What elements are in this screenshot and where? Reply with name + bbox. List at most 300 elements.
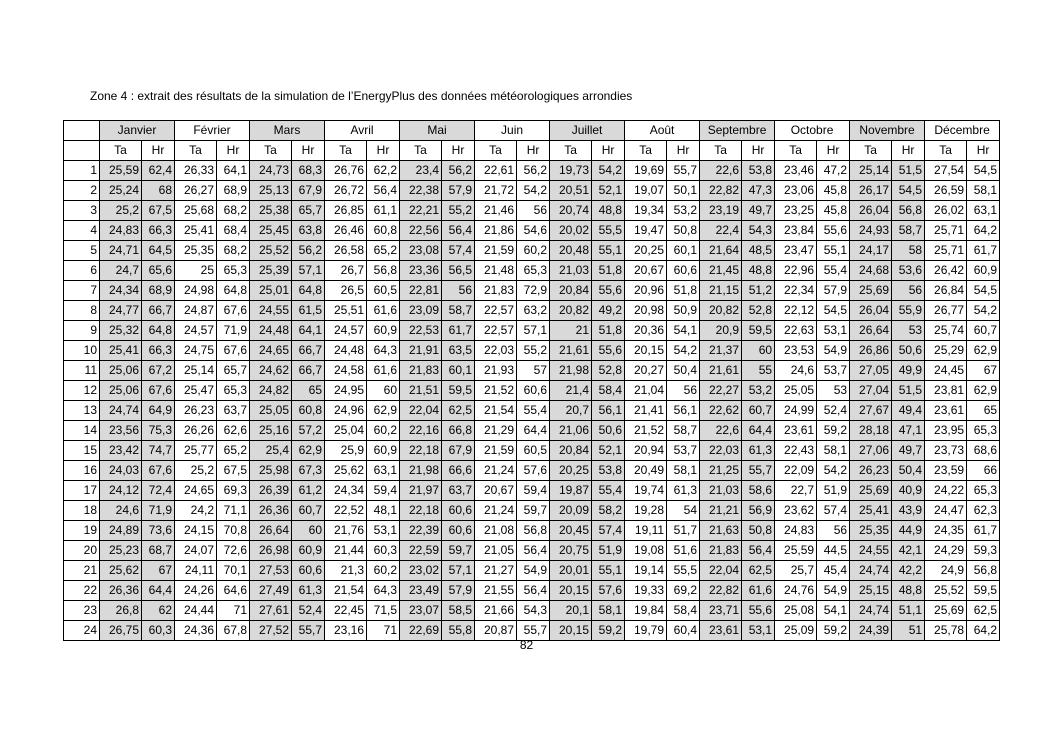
hr-cell: 42,1	[892, 541, 925, 561]
ta-cell: 21,51	[400, 381, 442, 401]
hr-cell: 64,4	[142, 581, 175, 601]
hr-cell: 62,4	[142, 161, 175, 181]
ta-cell: 23,61	[925, 401, 967, 421]
hr-cell: 48,8	[742, 261, 775, 281]
hr-cell: 58,7	[892, 221, 925, 241]
hr-cell: 57,1	[442, 561, 475, 581]
ta-cell: 24,9	[925, 561, 967, 581]
hr-cell: 64,5	[142, 241, 175, 261]
month-header: Juin	[475, 121, 550, 141]
hr-cell: 58,1	[667, 461, 700, 481]
ta-cell: 20,48	[550, 241, 592, 261]
hr-cell: 55,6	[817, 221, 850, 241]
hr-cell: 66,8	[442, 421, 475, 441]
hr-cell: 60	[292, 521, 325, 541]
ta-cell: 21,72	[475, 181, 517, 201]
ta-cell: 23,42	[100, 441, 142, 461]
ta-cell: 25,41	[100, 341, 142, 361]
hr-cell: 65,3	[217, 261, 250, 281]
table-row	[64, 541, 1000, 561]
table-row	[64, 401, 1000, 421]
table-row	[64, 501, 1000, 521]
hr-cell: 51,8	[592, 321, 625, 341]
hr-cell: 61,3	[667, 481, 700, 501]
ta-cell: 27,67	[850, 401, 892, 421]
hr-cell: 48,1	[367, 501, 400, 521]
ta-cell: 19,84	[625, 601, 667, 621]
ta-cell: 24,95	[325, 381, 367, 401]
hr-cell: 60,7	[967, 321, 1000, 341]
hr-cell: 56,4	[367, 181, 400, 201]
ta-cell: 25,45	[250, 221, 292, 241]
ta-cell: 19,11	[625, 521, 667, 541]
hr-cell: 56,8	[967, 561, 1000, 581]
hr-header: Hr	[667, 141, 700, 161]
hr-cell: 63,7	[442, 481, 475, 501]
hr-cell: 60	[742, 341, 775, 361]
hr-cell: 61,3	[742, 441, 775, 461]
ta-cell: 22,04	[700, 561, 742, 581]
hr-cell: 65	[967, 401, 1000, 421]
hr-cell: 62,9	[292, 441, 325, 461]
ta-cell: 27,05	[850, 361, 892, 381]
ta-header: Ta	[550, 141, 592, 161]
ta-cell: 21,83	[475, 281, 517, 301]
ta-header: Ta	[325, 141, 367, 161]
hr-cell: 54,9	[817, 341, 850, 361]
ta-cell: 21,91	[400, 341, 442, 361]
ta-cell: 24,65	[250, 341, 292, 361]
month-header: Octobre	[775, 121, 850, 141]
hr-cell: 69,2	[667, 581, 700, 601]
hr-cell: 51,8	[667, 281, 700, 301]
hr-cell: 60,5	[367, 281, 400, 301]
hr-cell: 68	[142, 181, 175, 201]
ta-cell: 20,27	[625, 361, 667, 381]
ta-cell: 26,36	[100, 581, 142, 601]
hr-cell: 68,9	[142, 281, 175, 301]
ta-cell: 22,45	[325, 601, 367, 621]
ta-header: Ta	[925, 141, 967, 161]
hr-cell: 71,9	[217, 321, 250, 341]
table-row	[64, 201, 1000, 221]
hour-cell: 6	[64, 261, 100, 281]
hr-cell: 52,1	[592, 441, 625, 461]
ta-cell: 20,25	[550, 461, 592, 481]
hr-cell: 54,5	[817, 301, 850, 321]
hr-cell: 53,7	[667, 441, 700, 461]
hr-cell: 64,1	[292, 321, 325, 341]
ta-cell: 19,08	[625, 541, 667, 561]
ta-cell: 24,6	[775, 361, 817, 381]
ta-cell: 22,03	[700, 441, 742, 461]
hr-cell: 71,5	[367, 601, 400, 621]
ta-cell: 21,86	[475, 221, 517, 241]
hr-cell: 59,2	[592, 621, 625, 641]
ta-cell: 19,07	[625, 181, 667, 201]
hr-cell: 59,3	[967, 541, 1000, 561]
hr-cell: 66,7	[292, 361, 325, 381]
ta-cell: 24,22	[925, 481, 967, 501]
hr-cell: 56	[817, 521, 850, 541]
ta-cell: 21,98	[550, 361, 592, 381]
month-header: Juillet	[550, 121, 625, 141]
ta-cell: 21,27	[475, 561, 517, 581]
ta-cell: 25,24	[100, 181, 142, 201]
hr-cell: 57,4	[442, 241, 475, 261]
hr-cell: 63,8	[292, 221, 325, 241]
hr-cell: 61,6	[367, 301, 400, 321]
hour-cell: 5	[64, 241, 100, 261]
hr-cell: 49,7	[892, 441, 925, 461]
ta-cell: 23,56	[100, 421, 142, 441]
hr-cell: 61,7	[442, 321, 475, 341]
hr-cell: 63,1	[367, 461, 400, 481]
table-row	[64, 221, 1000, 241]
hr-cell: 40,9	[892, 481, 925, 501]
hr-cell: 56,8	[517, 521, 550, 541]
ta-cell: 21,37	[700, 341, 742, 361]
ta-cell: 26,8	[100, 601, 142, 621]
hr-cell: 51,6	[667, 541, 700, 561]
ta-cell: 24,6	[100, 501, 142, 521]
ta-cell: 21,4	[550, 381, 592, 401]
ta-cell: 25,09	[775, 621, 817, 641]
hr-cell: 71	[367, 621, 400, 641]
hour-cell: 16	[64, 461, 100, 481]
ta-cell: 22,7	[775, 481, 817, 501]
hour-cell: 3	[64, 201, 100, 221]
hour-cell: 20	[64, 541, 100, 561]
ta-cell: 26,76	[325, 161, 367, 181]
ta-cell: 24,98	[175, 281, 217, 301]
ta-cell: 20,7	[550, 401, 592, 421]
ta-cell: 20,84	[550, 441, 592, 461]
hr-header: Hr	[967, 141, 1000, 161]
hour-cell: 4	[64, 221, 100, 241]
ta-cell: 21,63	[700, 521, 742, 541]
ta-cell: 26,5	[325, 281, 367, 301]
ta-cell: 24,48	[325, 341, 367, 361]
hour-cell: 8	[64, 301, 100, 321]
hr-cell: 66,7	[142, 301, 175, 321]
hr-cell: 55,7	[742, 461, 775, 481]
hr-cell: 49,9	[892, 361, 925, 381]
page-number: 82	[519, 638, 534, 652]
month-header: Septembre	[700, 121, 775, 141]
hour-cell: 7	[64, 281, 100, 301]
hr-cell: 55,4	[592, 481, 625, 501]
ta-cell: 24,17	[850, 241, 892, 261]
ta-cell: 20,82	[550, 301, 592, 321]
ta-cell: 25,13	[250, 181, 292, 201]
hr-cell: 67,8	[217, 621, 250, 641]
ta-cell: 22,62	[700, 401, 742, 421]
ta-cell: 25,68	[175, 201, 217, 221]
ta-cell: 26,77	[925, 301, 967, 321]
hr-cell: 75,3	[142, 421, 175, 441]
table-caption: Zone 4 : extrait des résultats de la simulation de l’EnergyPlus des données météorologiques arrondies	[90, 89, 633, 103]
hr-cell: 61,5	[292, 301, 325, 321]
ta-cell: 27,49	[250, 581, 292, 601]
hr-cell: 57,6	[592, 581, 625, 601]
hr-cell: 55	[742, 361, 775, 381]
table-row	[64, 481, 1000, 501]
ta-cell: 22,6	[700, 161, 742, 181]
ta-cell: 22,27	[700, 381, 742, 401]
hr-cell: 55,6	[592, 341, 625, 361]
ta-cell: 25,62	[325, 461, 367, 481]
hr-cell: 50,8	[742, 521, 775, 541]
ta-cell: 20,75	[550, 541, 592, 561]
hr-cell: 72,4	[142, 481, 175, 501]
ta-cell: 24,29	[925, 541, 967, 561]
hr-cell: 64,8	[292, 281, 325, 301]
ta-cell: 24,57	[325, 321, 367, 341]
month-header: Mai	[400, 121, 475, 141]
hr-cell: 48,5	[742, 241, 775, 261]
hr-cell: 64,6	[217, 581, 250, 601]
table-row	[64, 441, 1000, 461]
hr-cell: 53,1	[367, 521, 400, 541]
ta-cell: 21,04	[625, 381, 667, 401]
hr-header: Hr	[142, 141, 175, 161]
ta-cell: 24,75	[175, 341, 217, 361]
ta-cell: 24,87	[175, 301, 217, 321]
ta-cell: 23,16	[325, 621, 367, 641]
hr-cell: 56,8	[367, 261, 400, 281]
ta-cell: 25,62	[100, 561, 142, 581]
hr-cell: 62,5	[742, 561, 775, 581]
ta-cell: 20,45	[550, 521, 592, 541]
hr-cell: 60,2	[367, 561, 400, 581]
ta-cell: 24,74	[850, 601, 892, 621]
hr-cell: 53	[892, 321, 925, 341]
ta-header: Ta	[475, 141, 517, 161]
hr-cell: 54,1	[817, 601, 850, 621]
hr-cell: 43,9	[892, 501, 925, 521]
hr-cell: 48,8	[892, 581, 925, 601]
hr-cell: 54,3	[517, 601, 550, 621]
ta-cell: 21,98	[400, 461, 442, 481]
ta-cell: 25,04	[325, 421, 367, 441]
table-row	[64, 461, 1000, 481]
hr-cell: 58	[892, 241, 925, 261]
hour-cell: 24	[64, 621, 100, 641]
ta-cell: 25,9	[325, 441, 367, 461]
ta-header: Ta	[850, 141, 892, 161]
ta-cell: 25,06	[100, 381, 142, 401]
ta-cell: 22,21	[400, 201, 442, 221]
hr-cell: 71	[217, 601, 250, 621]
hr-header: Hr	[217, 141, 250, 161]
ta-cell: 23,25	[775, 201, 817, 221]
hr-cell: 50,6	[592, 421, 625, 441]
ta-cell: 22,57	[475, 321, 517, 341]
hr-cell: 57,6	[517, 461, 550, 481]
table-row	[64, 241, 1000, 261]
hr-cell: 47,1	[892, 421, 925, 441]
ta-cell: 21,3	[325, 561, 367, 581]
ta-cell: 25,01	[250, 281, 292, 301]
hr-cell: 56,4	[442, 221, 475, 241]
ta-cell: 22,82	[700, 181, 742, 201]
hr-cell: 45,8	[817, 201, 850, 221]
hour-cell: 10	[64, 341, 100, 361]
hr-cell: 51,8	[592, 261, 625, 281]
hr-cell: 56,5	[442, 261, 475, 281]
hr-cell: 47,2	[817, 161, 850, 181]
ta-cell: 24,11	[175, 561, 217, 581]
hr-cell: 68,9	[217, 181, 250, 201]
ta-cell: 21,83	[700, 541, 742, 561]
ta-cell: 25,71	[925, 241, 967, 261]
hour-cell: 14	[64, 421, 100, 441]
ta-cell: 20,94	[625, 441, 667, 461]
hr-cell: 52,1	[592, 181, 625, 201]
ta-cell: 21,41	[625, 401, 667, 421]
ta-cell: 26,64	[250, 521, 292, 541]
hr-cell: 70,8	[217, 521, 250, 541]
ta-cell: 21,61	[700, 361, 742, 381]
ta-cell: 24,74	[100, 401, 142, 421]
hr-cell: 54,2	[817, 461, 850, 481]
ta-cell: 25,2	[100, 201, 142, 221]
ta-cell: 26,33	[175, 161, 217, 181]
hr-cell: 54,1	[667, 321, 700, 341]
hr-cell: 58,6	[742, 481, 775, 501]
ta-cell: 20,96	[625, 281, 667, 301]
ta-cell: 24,48	[250, 321, 292, 341]
hour-cell: 21	[64, 561, 100, 581]
ta-cell: 21,76	[325, 521, 367, 541]
hr-header: Hr	[442, 141, 475, 161]
hr-cell: 64,3	[367, 341, 400, 361]
hr-cell: 55,7	[667, 161, 700, 181]
ta-cell: 23,47	[775, 241, 817, 261]
ta-cell: 23,49	[400, 581, 442, 601]
hour-cell: 12	[64, 381, 100, 401]
hr-cell: 59,5	[442, 381, 475, 401]
ta-cell: 26,36	[250, 501, 292, 521]
ta-cell: 25,23	[100, 541, 142, 561]
ta-cell: 25,69	[925, 601, 967, 621]
hr-cell: 66	[967, 461, 1000, 481]
ta-cell: 27,06	[850, 441, 892, 461]
ta-cell: 24,62	[250, 361, 292, 381]
ta-cell: 24,39	[850, 621, 892, 641]
ta-cell: 22,81	[400, 281, 442, 301]
hr-cell: 58,1	[817, 441, 850, 461]
hr-cell: 70,1	[217, 561, 250, 581]
hr-cell: 67,6	[217, 301, 250, 321]
ta-cell: 24,47	[925, 501, 967, 521]
table-row	[64, 581, 1000, 601]
ta-cell: 26,7	[325, 261, 367, 281]
ta-cell: 26,59	[925, 181, 967, 201]
hr-cell: 59,4	[517, 481, 550, 501]
hr-cell: 59,4	[367, 481, 400, 501]
ta-cell: 21,64	[700, 241, 742, 261]
hr-cell: 62,9	[967, 381, 1000, 401]
ta-cell: 22,18	[400, 501, 442, 521]
hr-cell: 67,3	[292, 461, 325, 481]
ta-cell: 22,82	[700, 581, 742, 601]
ta-cell: 26,02	[925, 201, 967, 221]
hour-cell: 9	[64, 321, 100, 341]
ta-cell: 27,61	[250, 601, 292, 621]
ta-cell: 20,02	[550, 221, 592, 241]
hr-cell: 71,1	[217, 501, 250, 521]
ta-cell: 22,43	[775, 441, 817, 461]
ta-cell: 22,63	[775, 321, 817, 341]
hr-cell: 50,9	[667, 301, 700, 321]
hr-cell: 72,6	[217, 541, 250, 561]
hr-cell: 53,6	[892, 261, 925, 281]
ta-cell: 20,36	[625, 321, 667, 341]
hr-cell: 54,3	[742, 221, 775, 241]
ta-cell: 19,47	[625, 221, 667, 241]
hr-cell: 65,3	[967, 421, 1000, 441]
ta-cell: 22,09	[775, 461, 817, 481]
ta-cell: 23,59	[925, 461, 967, 481]
ta-cell: 22,12	[775, 301, 817, 321]
ta-cell: 25,38	[250, 201, 292, 221]
hr-cell: 65,6	[142, 261, 175, 281]
ta-cell: 24,83	[100, 221, 142, 241]
ta-cell: 24,36	[175, 621, 217, 641]
hr-header: Hr	[742, 141, 775, 161]
ta-cell: 24,35	[925, 521, 967, 541]
ta-cell: 25,59	[775, 541, 817, 561]
hr-cell: 56,1	[667, 401, 700, 421]
hr-cell: 51	[892, 621, 925, 641]
ta-cell: 21,83	[400, 361, 442, 381]
hr-cell: 52,4	[292, 601, 325, 621]
ta-cell: 26,75	[100, 621, 142, 641]
hr-cell: 57,9	[817, 281, 850, 301]
hr-cell: 60,7	[292, 501, 325, 521]
hr-cell: 55,6	[592, 281, 625, 301]
hr-cell: 65,2	[367, 241, 400, 261]
hr-cell: 50,4	[892, 461, 925, 481]
hr-cell: 52,8	[592, 361, 625, 381]
hr-cell: 67,6	[142, 381, 175, 401]
ta-cell: 21,24	[475, 501, 517, 521]
ta-cell: 20,15	[625, 341, 667, 361]
ta-cell: 20,51	[550, 181, 592, 201]
hr-cell: 67,9	[292, 181, 325, 201]
ta-cell: 20,15	[550, 581, 592, 601]
hr-cell: 66,3	[142, 221, 175, 241]
month-header: Avril	[325, 121, 400, 141]
hr-header: Hr	[892, 141, 925, 161]
ta-cell: 19,28	[625, 501, 667, 521]
ta-cell: 24,57	[175, 321, 217, 341]
ta-cell: 23,09	[400, 301, 442, 321]
ta-header: Ta	[400, 141, 442, 161]
ta-cell: 26,64	[850, 321, 892, 341]
hr-cell: 60,6	[442, 501, 475, 521]
hr-cell: 55,7	[292, 621, 325, 641]
ta-cell: 25,77	[175, 441, 217, 461]
hr-cell: 56,4	[517, 581, 550, 601]
hr-cell: 58,1	[592, 601, 625, 621]
hr-cell: 64,8	[142, 321, 175, 341]
hr-cell: 67,5	[217, 461, 250, 481]
hr-cell: 50,6	[892, 341, 925, 361]
hr-cell: 68,7	[142, 541, 175, 561]
